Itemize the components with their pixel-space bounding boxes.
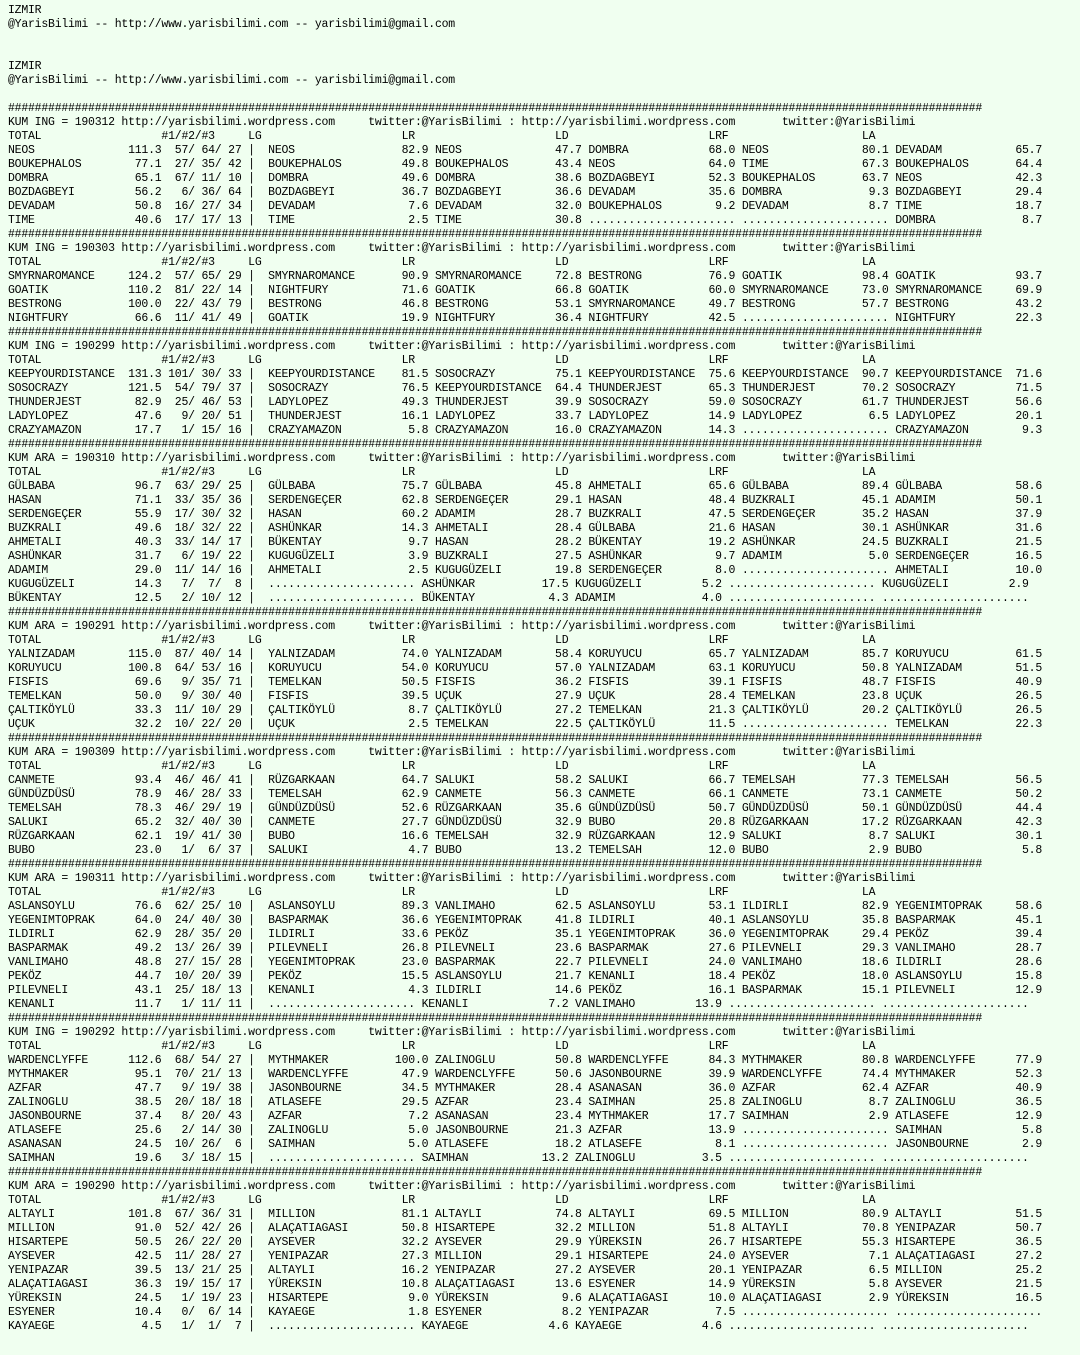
column-header: TOTAL #1/#2/#3 LG LR LD LRF LA: [8, 256, 876, 269]
race-title: KUM ARA = 190290 http://yarisbilimi.wordpress.com twitter:@YarisBilimi : http://yarisbilimi.wordpress.com twitter:@YarisBilimi: [8, 1180, 916, 1193]
section-separator: ##################################################################################################################################################: [8, 606, 982, 619]
race-title: KUM ARA = 190310 http://yarisbilimi.wordpress.com twitter:@YarisBilimi : http://yarisbilimi.wordpress.com twitter:@YarisBilimi: [8, 452, 916, 465]
table-row: ZALINOGLU 38.5 20/ 18/ 18 | ATLASEFE 29.5 AZFAR 23.4 SAIMHAN 25.8 ZALINOGLU 8.7 ZALINOGLU 36.5: [8, 1096, 1043, 1109]
city-title: IZMIR: [8, 4, 42, 17]
table-row: PILEVNELI 43.1 25/ 18/ 13 | KENANLI 4.3 ILDIRLI 14.6 PEKÖZ 16.1 BASPARMAK 15.1 PILEVNELI 12.9: [8, 984, 1043, 997]
table-row: ALTAYLI 101.8 67/ 36/ 31 | MILLION 81.1 ALTAYLI 74.8 ALTAYLI 69.5 MILLION 80.9 ALTAYLI 51.5: [8, 1208, 1043, 1221]
table-row: BASPARMAK 49.2 13/ 26/ 39 | PILEVNELI 26.8 PILEVNELI 23.6 BASPARMAK 27.6 PILEVNELI 29.3 VANLIMAHO 28.7: [8, 942, 1043, 955]
table-row: NIGHTFURY 66.6 11/ 41/ 49 | GOATIK 19.9 NIGHTFURY 36.4 NIGHTFURY 42.5 ...................... NIGHTFURY 22.3: [8, 312, 1043, 325]
table-row: LADYLOPEZ 47.6 9/ 20/ 51 | THUNDERJEST 16.1 LADYLOPEZ 33.7 LADYLOPEZ 14.9 LADYLOPEZ 6.5 LADYLOPEZ 20.1: [8, 410, 1043, 423]
table-row: DOMBRA 65.1 67/ 11/ 10 | DOMBRA 49.6 DOMBRA 38.6 BOZDAGBEYI 52.3 BOUKEPHALOS 63.7 NEOS 42.3: [8, 172, 1043, 185]
table-row: BESTRONG 100.0 22/ 43/ 79 | BESTRONG 46.8 BESTRONG 53.1 SMYRNAROMANCE 49.7 BESTRONG 57.7 BESTRONG 43.2: [8, 298, 1043, 311]
race-title: KUM ING = 190292 http://yarisbilimi.wordpress.com twitter:@YarisBilimi : http://yarisbilimi.wordpress.com twitter:@YarisBilimi: [8, 1026, 916, 1039]
column-header: TOTAL #1/#2/#3 LG LR LD LRF LA: [8, 354, 876, 367]
table-row: HASAN 71.1 33/ 35/ 36 | SERDENGEÇER 62.8 SERDENGEÇER 29.1 HASAN 48.4 BUZKRALI 45.1 ADAMIM 50.1: [8, 494, 1043, 507]
table-row: VANLIMAHO 48.8 27/ 15/ 28 | YEGENIMTOPRAK 23.0 BASPARMAK 22.7 PILEVNELI 24.0 VANLIMAHO 18.6 ILDIRLI 28.6: [8, 956, 1043, 969]
section-separator: ##################################################################################################################################################: [8, 438, 982, 451]
column-header: TOTAL #1/#2/#3 LG LR LD LRF LA: [8, 466, 876, 479]
race-title: KUM ING = 190299 http://yarisbilimi.wordpress.com twitter:@YarisBilimi : http://yarisbilimi.wordpress.com twitter:@YarisBilimi: [8, 340, 916, 353]
section-separator: ##################################################################################################################################################: [8, 326, 982, 339]
column-header: TOTAL #1/#2/#3 LG LR LD LRF LA: [8, 1194, 876, 1207]
blank-line: [8, 32, 1080, 46]
table-row: TEMELKAN 50.0 9/ 30/ 40 | FISFIS 39.5 UÇUK 27.9 UÇUK 28.4 TEMELKAN 23.8 UÇUK 26.5: [8, 690, 1043, 703]
table-row: YEGENIMTOPRAK 64.0 24/ 40/ 30 | BASPARMAK 36.6 YEGENIMTOPRAK 41.8 ILDIRLI 40.1 ASLANSOYLU 35.8 BASPARMAK 45.1: [8, 914, 1043, 927]
table-row: BOUKEPHALOS 77.1 27/ 35/ 42 | BOUKEPHALOS 49.8 BOUKEPHALOS 43.4 NEOS 64.0 TIME 67.3 BOUKEPHALOS 64.4: [8, 158, 1043, 171]
table-row: WARDENCLYFFE 112.6 68/ 54/ 27 | MYTHMAKER 100.0 ZALINOGLU 50.8 WARDENCLYFFE 84.3 MYTHMAKER 80.8 WARDENCLYFFE 77.9: [8, 1054, 1043, 1067]
race-title: KUM ING = 190312 http://yarisbilimi.wordpress.com twitter:@YarisBilimi : http://yarisbilimi.wordpress.com twitter:@YarisBilimi: [8, 116, 916, 129]
section-separator: ##################################################################################################################################################: [8, 228, 982, 241]
table-row: ASHÜNKAR 31.7 6/ 19/ 22 | KUGUGÜZELI 3.9 BUZKRALI 27.5 ASHÜNKAR 9.7 ADAMIM 5.0 SERDENGEÇER 16.5: [8, 550, 1043, 563]
table-row: AZFAR 47.7 9/ 19/ 38 | JASONBOURNE 34.5 MYTHMAKER 28.4 ASANASAN 36.0 AZFAR 62.4 AZFAR 40.9: [8, 1082, 1043, 1095]
table-row: FISFIS 69.6 9/ 35/ 71 | TEMELKAN 50.5 FISFIS 36.2 FISFIS 39.1 FISFIS 48.7 FISFIS 40.9: [8, 676, 1043, 689]
column-header: TOTAL #1/#2/#3 LG LR LD LRF LA: [8, 130, 876, 143]
table-row: BOZDAGBEYI 56.2 6/ 36/ 64 | BOZDAGBEYI 36.7 BOZDAGBEYI 36.6 DEVADAM 35.6 DOMBRA 9.3 BOZDAGBEYI 29.4: [8, 186, 1043, 199]
race-title: KUM ING = 190303 http://yarisbilimi.wordpress.com twitter:@YarisBilimi : http://yarisbilimi.wordpress.com twitter:@YarisBilimi: [8, 242, 916, 255]
blank-line: [8, 46, 1080, 60]
race-title: KUM ARA = 190291 http://yarisbilimi.wordpress.com twitter:@YarisBilimi : http://yarisbilimi.wordpress.com twitter:@YarisBilimi: [8, 620, 916, 633]
table-row: UÇUK 32.2 10/ 22/ 20 | UÇUK 2.5 TEMELKAN 22.5 ÇALTIKÖYLÜ 11.5 ...................... TEMELKAN 22.3: [8, 718, 1043, 731]
table-row: ASANASAN 24.5 10/ 26/ 6 | SAIMHAN 5.0 ATLASEFE 18.2 ATLASEFE 8.1 ...................... JASONBOURNE 2.9: [8, 1138, 1043, 1151]
table-row: PEKÖZ 44.7 10/ 20/ 39 | PEKÖZ 15.5 ASLANSOYLU 21.7 KENANLI 18.4 PEKÖZ 18.0 ASLANSOYLU 15.8: [8, 970, 1043, 983]
column-header: TOTAL #1/#2/#3 LG LR LD LRF LA: [8, 634, 876, 647]
city-title: IZMIR: [8, 60, 42, 73]
table-row: TEMELSAH 78.3 46/ 29/ 19 | GÜNDÜZDÜSÜ 52.6 RÜZGARKAAN 35.6 GÜNDÜZDÜSÜ 50.7 GÜNDÜZDÜSÜ 50.1 GÜNDÜZDÜSÜ 44.4: [8, 802, 1043, 815]
table-row: KENANLI 11.7 1/ 11/ 11 | ...................... KENANLI 7.2 VANLIMAHO 13.9 ...................... ......................: [8, 998, 1029, 1011]
table-row: KORUYUCU 100.8 64/ 53/ 16 | KORUYUCU 54.0 KORUYUCU 57.0 YALNIZADAM 63.1 KORUYUCU 50.8 YALNIZADAM 51.5: [8, 662, 1043, 675]
table-row: SAIMHAN 19.6 3/ 18/ 15 | ...................... SAIMHAN 13.2 ZALINOGLU 3.5 ...................... ......................: [8, 1152, 1029, 1165]
table-row: SALUKI 65.2 32/ 40/ 30 | CANMETE 27.7 GÜNDÜZDÜSÜ 32.9 BUBO 20.8 RÜZGARKAAN 17.2 RÜZGARKAAN 42.3: [8, 816, 1043, 829]
section-separator: ##################################################################################################################################################: [8, 732, 982, 745]
table-row: HISARTEPE 50.5 26/ 22/ 20 | AYSEVER 32.2 AYSEVER 29.9 YÜREKSIN 26.7 HISARTEPE 55.3 HISARTEPE 36.5: [8, 1236, 1043, 1249]
table-row: KUGUGÜZELI 14.3 7/ 7/ 8 | ...................... ASHÜNKAR 17.5 KUGUGÜZELI 5.2 ...................... KUGUGÜZELI 2.9: [8, 578, 1029, 591]
table-row: SMYRNAROMANCE 124.2 57/ 65/ 29 | SMYRNAROMANCE 90.9 SMYRNAROMANCE 72.8 BESTRONG 76.9 GOATIK 98.4 GOATIK 93.7: [8, 270, 1043, 283]
table-row: GÜLBABA 96.7 63/ 29/ 25 | GÜLBABA 75.7 GÜLBABA 45.8 AHMETALI 65.6 GÜLBABA 89.4 GÜLBABA 58.6: [8, 480, 1043, 493]
race-title: KUM ARA = 190311 http://yarisbilimi.wordpress.com twitter:@YarisBilimi : http://yarisbilimi.wordpress.com twitter:@YarisBilimi: [8, 872, 916, 885]
table-row: ATLASEFE 25.6 2/ 14/ 30 | ZALINOGLU 5.0 JASONBOURNE 21.3 AZFAR 13.9 ...................... SAIMHAN 5.8: [8, 1124, 1043, 1137]
table-row: CANMETE 93.4 46/ 46/ 41 | RÜZGARKAAN 64.7 SALUKI 58.2 SALUKI 66.7 TEMELSAH 77.3 TEMELSAH 56.5: [8, 774, 1043, 787]
race-title: KUM ARA = 190309 http://yarisbilimi.wordpress.com twitter:@YarisBilimi : http://yarisbilimi.wordpress.com twitter:@YarisBilimi: [8, 746, 916, 759]
table-row: DEVADAM 50.8 16/ 27/ 34 | DEVADAM 7.6 DEVADAM 32.0 BOUKEPHALOS 9.2 DEVADAM 8.7 TIME 18.7: [8, 200, 1043, 213]
contact-line: @YarisBilimi -- http://www.yarisbilimi.com -- yarisbilimi@gmail.com: [8, 18, 455, 31]
table-row: ADAMIM 29.0 11/ 14/ 16 | AHMETALI 2.5 KUGUGÜZELI 19.8 SERDENGEÇER 8.0 ...................... AHMETALI 10.0: [8, 564, 1043, 577]
table-row: BÜKENTAY 12.5 2/ 10/ 12 | ...................... BÜKENTAY 4.3 ADAMIM 4.0 ...................... ......................: [8, 592, 1029, 605]
section-separator: ##################################################################################################################################################: [8, 1012, 982, 1025]
column-header: TOTAL #1/#2/#3 LG LR LD LRF LA: [8, 1040, 876, 1053]
table-row: YALNIZADAM 115.0 87/ 40/ 14 | YALNIZADAM 74.0 YALNIZADAM 58.4 KORUYUCU 65.7 YALNIZADAM 85.7 KORUYUCU 61.5: [8, 648, 1043, 661]
table-row: BUBO 23.0 1/ 6/ 37 | SALUKI 4.7 BUBO 13.2 TEMELSAH 12.0 BUBO 2.9 BUBO 5.8: [8, 844, 1043, 857]
table-row: NEOS 111.3 57/ 64/ 27 | NEOS 82.9 NEOS 47.7 DOMBRA 68.0 NEOS 80.1 DEVADAM 65.7: [8, 144, 1043, 157]
table-row: GOATIK 110.2 81/ 22/ 14 | NIGHTFURY 71.6 GOATIK 66.8 GOATIK 60.0 SMYRNAROMANCE 73.0 SMYRNAROMANCE 69.9: [8, 284, 1043, 297]
table-row: MILLION 91.0 52/ 42/ 26 | ALAÇATIAGASI 50.8 HISARTEPE 32.2 MILLION 51.8 ALTAYLI 70.8 YENIPAZAR 50.7: [8, 1222, 1043, 1235]
table-row: MYTHMAKER 95.1 70/ 21/ 13 | WARDENCLYFFE 47.9 WARDENCLYFFE 50.6 JASONBOURNE 39.9 WARDENCLYFFE 74.4 MYTHMAKER 52.3: [8, 1068, 1043, 1081]
table-row: ESYENER 10.4 0/ 6/ 14 | KAYAEGE 1.8 ESYENER 8.2 YENIPAZAR 7.5 ...................... ......................: [8, 1306, 1043, 1319]
table-row: CRAZYAMAZON 17.7 1/ 15/ 16 | CRAZYAMAZON 5.8 CRAZYAMAZON 16.0 CRAZYAMAZON 14.3 ...................... CRAZYAMAZON 9.3: [8, 424, 1043, 437]
table-row: YÜREKSIN 24.5 1/ 19/ 23 | HISARTEPE 9.0 YÜREKSIN 9.6 ALAÇATIAGASI 10.0 ALAÇATIAGASI 2.9 YÜREKSIN 16.5: [8, 1292, 1043, 1305]
section-separator: ##################################################################################################################################################: [8, 1166, 982, 1179]
table-row: ÇALTIKÖYLÜ 33.3 11/ 10/ 29 | ÇALTIKÖYLÜ 8.7 ÇALTIKÖYLÜ 27.2 TEMELKAN 21.3 ÇALTIKÖYLÜ 20.2 ÇALTIKÖYLÜ 26.5: [8, 704, 1043, 717]
section-separator: ##################################################################################################################################################: [8, 102, 982, 115]
table-row: BUZKRALI 49.6 18/ 32/ 22 | ASHÜNKAR 14.3 AHMETALI 28.4 GÜLBABA 21.6 HASAN 30.1 ASHÜNKAR 31.6: [8, 522, 1043, 535]
table-row: AYSEVER 42.5 11/ 28/ 27 | YENIPAZAR 27.3 MILLION 29.1 HISARTEPE 24.0 AYSEVER 7.1 ALAÇATIAGASI 27.2: [8, 1250, 1043, 1263]
table-row: ILDIRLI 62.9 28/ 35/ 20 | ILDIRLI 33.6 PEKÖZ 35.1 YEGENIMTOPRAK 36.0 YEGENIMTOPRAK 29.4 PEKÖZ 39.4: [8, 928, 1043, 941]
table-row: KEEPYOURDISTANCE 131.3 101/ 30/ 33 | KEEPYOURDISTANCE 81.5 SOSOCRAZY 75.1 KEEPYOURDISTANCE 75.6 KEEPYOURDISTANCE 90.7 KEEPYOURDISTANCE 71.6: [8, 368, 1043, 381]
column-header: TOTAL #1/#2/#3 LG LR LD LRF LA: [8, 760, 876, 773]
table-row: SOSOCRAZY 121.5 54/ 79/ 37 | SOSOCRAZY 76.5 KEEPYOURDISTANCE 64.4 THUNDERJEST 65.3 THUNDERJEST 70.2 SOSOCRAZY 71.5: [8, 382, 1043, 395]
table-row: TIME 40.6 17/ 17/ 13 | TIME 2.5 TIME 30.8 ...................... ...................... DOMBRA 8.7: [8, 214, 1043, 227]
table-row: THUNDERJEST 82.9 25/ 46/ 53 | LADYLOPEZ 49.3 THUNDERJEST 39.9 SOSOCRAZY 59.0 SOSOCRAZY 61.7 THUNDERJEST 56.6: [8, 396, 1043, 409]
section-separator: ##################################################################################################################################################: [8, 858, 982, 871]
table-row: AHMETALI 40.3 33/ 14/ 17 | BÜKENTAY 9.7 HASAN 28.2 BÜKENTAY 19.2 ASHÜNKAR 24.5 BUZKRALI 21.5: [8, 536, 1043, 549]
table-row: KAYAEGE 4.5 1/ 1/ 7 | ...................... KAYAEGE 4.6 KAYAEGE 4.6 ...................... ......................: [8, 1320, 1029, 1333]
table-row: ASLANSOYLU 76.6 62/ 25/ 10 | ASLANSOYLU 89.3 VANLIMAHO 62.5 ASLANSOYLU 53.1 ILDIRLI 82.9 YEGENIMTOPRAK 58.6: [8, 900, 1043, 913]
table-row: RÜZGARKAAN 62.1 19/ 41/ 30 | BUBO 16.6 TEMELSAH 32.9 RÜZGARKAAN 12.9 SALUKI 8.7 SALUKI 30.1: [8, 830, 1043, 843]
table-row: SERDENGEÇER 55.9 17/ 30/ 32 | HASAN 60.2 ADAMIM 28.7 BUZKRALI 47.5 SERDENGEÇER 35.2 HASAN 37.9: [8, 508, 1043, 521]
table-row: JASONBOURNE 37.4 8/ 20/ 43 | AZFAR 7.2 ASANASAN 23.4 MYTHMAKER 17.7 SAIMHAN 2.9 ATLASEFE 12.9: [8, 1110, 1043, 1123]
blank-line: [8, 88, 1080, 102]
table-row: GÜNDÜZDÜSÜ 78.9 46/ 28/ 33 | TEMELSAH 62.9 CANMETE 56.3 CANMETE 66.1 CANMETE 73.1 CANMETE 50.2: [8, 788, 1043, 801]
table-row: YENIPAZAR 39.5 13/ 21/ 25 | ALTAYLI 16.2 YENIPAZAR 27.2 AYSEVER 20.1 YENIPAZAR 6.5 MILLION 25.2: [8, 1264, 1043, 1277]
table-row: ALAÇATIAGASI 36.3 19/ 15/ 17 | YÜREKSIN 10.8 ALAÇATIAGASI 13.6 ESYENER 14.9 YÜREKSIN 5.8 AYSEVER 21.5: [8, 1278, 1043, 1291]
contact-line: @YarisBilimi -- http://www.yarisbilimi.com -- yarisbilimi@gmail.com: [8, 74, 455, 87]
column-header: TOTAL #1/#2/#3 LG LR LD LRF LA: [8, 886, 876, 899]
